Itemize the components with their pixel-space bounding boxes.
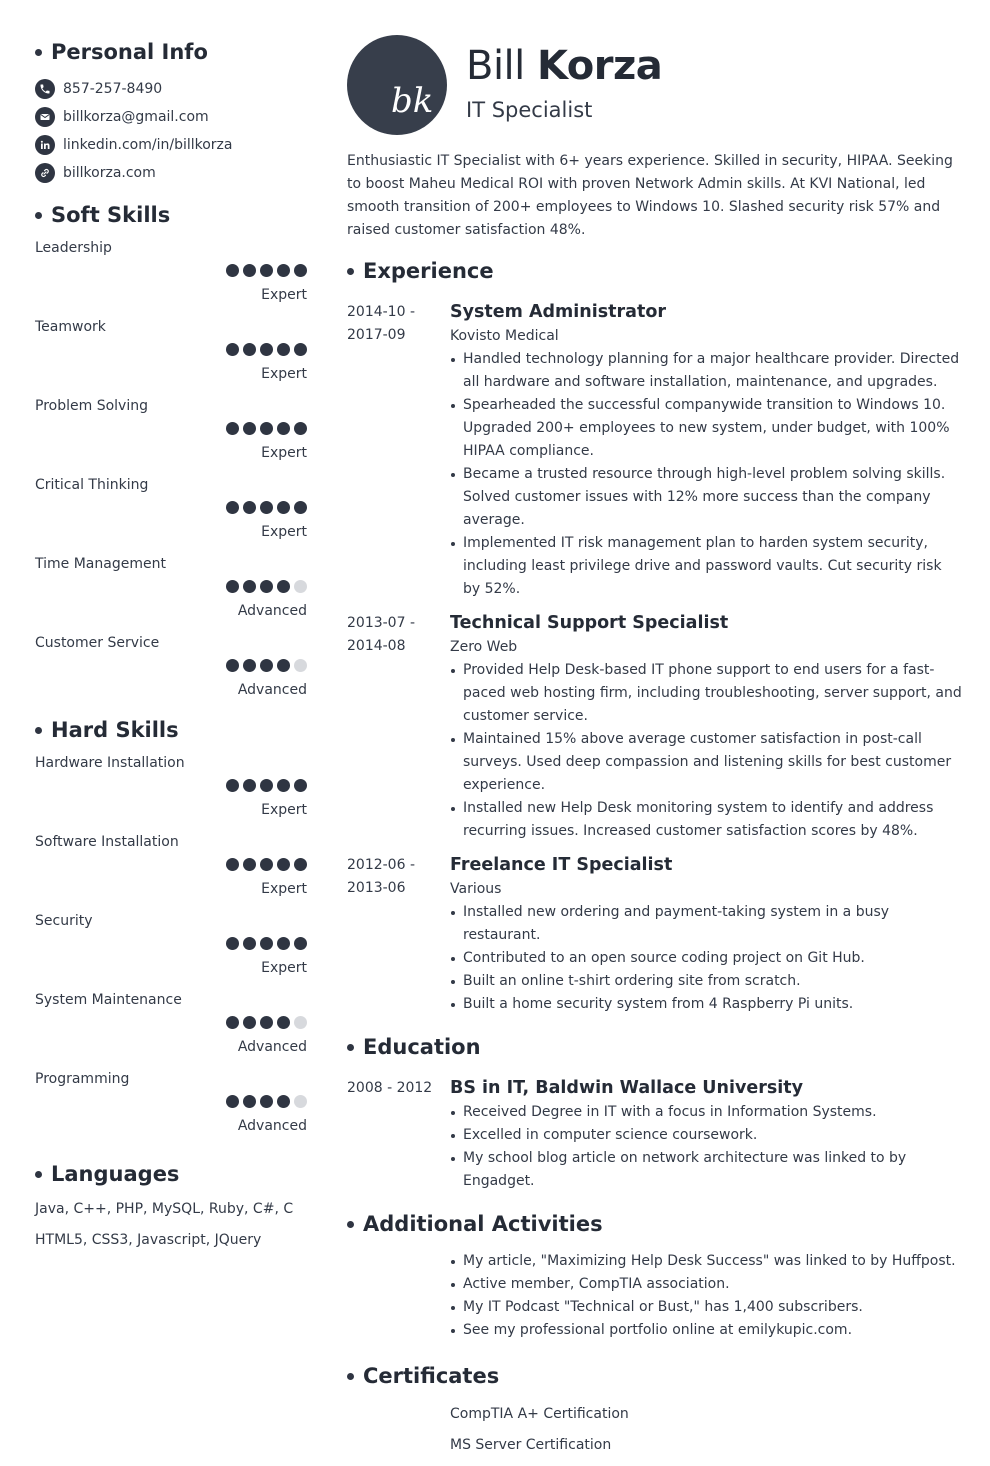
entry-bullets	[450, 348, 962, 601]
skill-item	[35, 633, 307, 712]
email-icon	[35, 107, 55, 127]
bullet-item: Built a home security system from 4 Raspberry Pi units.	[450, 993, 962, 1016]
certificates-heading: Certificates	[347, 1362, 962, 1390]
rating-dot-filled	[277, 1095, 290, 1108]
skill-name: System Maintenance	[35, 992, 182, 1008]
activities-heading: Additional Activities	[347, 1210, 962, 1238]
rating-dot-filled	[260, 580, 273, 593]
rating-dot-filled	[243, 779, 256, 792]
rating-dot-empty	[294, 1016, 307, 1029]
rating-dot-filled	[260, 264, 273, 277]
heading-bullet-icon	[347, 1221, 354, 1228]
rating-dot-filled	[260, 779, 273, 792]
bullet-item: Handled technology planning for a major healthcare provider. Directed all hardware and software installation, maintenance, and upgrades.	[450, 348, 962, 394]
rating-dot-filled	[226, 937, 239, 950]
rating-dot-filled	[243, 1095, 256, 1108]
skill-item	[35, 554, 307, 633]
skill-item	[35, 317, 307, 396]
rating-dot-filled	[260, 501, 273, 514]
rating-dot-filled	[277, 1016, 290, 1029]
rating-dot-filled	[226, 264, 239, 277]
heading-bullet-icon	[347, 268, 354, 275]
skill-level: Advanced	[237, 682, 307, 698]
education-heading: Education	[347, 1033, 962, 1061]
bullet-item: My article, "Maximizing Help Desk Success" was linked to by Huffpost.	[450, 1250, 962, 1273]
rating-dot-filled	[226, 580, 239, 593]
heading-bullet-icon	[347, 1044, 354, 1051]
heading-bullet-icon	[35, 727, 42, 734]
avatar	[347, 35, 447, 135]
entry-bullets	[450, 659, 962, 843]
soft-skills-list	[35, 238, 307, 712]
experience-heading: Experience	[347, 257, 962, 285]
skill-item	[35, 1069, 307, 1148]
rating-dot-filled	[243, 501, 256, 514]
rating-dot-filled	[226, 501, 239, 514]
skill-level: Expert	[261, 445, 307, 461]
skill-item	[35, 238, 307, 317]
rating-dot-filled	[243, 343, 256, 356]
activities-list	[347, 1250, 962, 1342]
rating-dot-filled	[277, 422, 290, 435]
entry-bullets	[450, 901, 962, 1016]
contact-list	[35, 75, 307, 187]
rating-dot-empty	[294, 580, 307, 593]
rating-dot-filled	[260, 422, 273, 435]
skill-name: Customer Service	[35, 635, 160, 651]
contact-email[interactable]: billkorza@gmail.com	[35, 103, 307, 131]
entry-role: Technical Support Specialist	[450, 613, 729, 633]
language-line: HTML5, CSS3, Javascript, JQuery	[35, 1232, 262, 1248]
bullet-item: Implemented IT risk management plan to harden system security, including least privilege drive and password vaults. Cut security risk by 52%.	[450, 532, 962, 601]
rating-dot-filled	[226, 422, 239, 435]
bullet-item: Provided Help Desk-based IT phone support to end users for a fast-paced web hosting firm, including troubleshooting, server support, and customer service.	[450, 659, 962, 728]
rating-dot-filled	[226, 659, 239, 672]
hard-skills-heading: Hard Skills	[35, 716, 307, 744]
rating-dot-filled	[243, 264, 256, 277]
last-name: Korza	[537, 43, 663, 89]
soft-skills-section	[35, 201, 307, 712]
skill-item	[35, 832, 307, 911]
experience-entry	[347, 610, 962, 843]
bullet-item: Excelled in computer science coursework.	[450, 1124, 962, 1147]
entry-company: Kovisto Medical	[450, 328, 559, 344]
rating-dot-filled	[277, 343, 290, 356]
skill-level: Expert	[261, 366, 307, 382]
rating-dot-empty	[294, 1095, 307, 1108]
hard-skills-list	[35, 753, 307, 1148]
experience-entry	[347, 299, 962, 601]
rating-dot-filled	[260, 1095, 273, 1108]
rating-dot-filled	[260, 659, 273, 672]
skill-level: Expert	[261, 960, 307, 976]
first-name: Bill	[466, 43, 525, 89]
job-title: IT Specialist	[466, 98, 593, 122]
bullet-item: Installed new ordering and payment-taking system in a busy restaurant.	[450, 901, 962, 947]
soft-skills-heading: Soft Skills	[35, 201, 307, 229]
rating-dot-filled	[243, 937, 256, 950]
avatar-initials: bk	[391, 81, 434, 121]
bullet-item: Received Degree in IT with a focus in Information Systems.	[450, 1101, 962, 1124]
bullet-item: Became a trusted resource through high-level problem solving skills. Solved customer issues with 12% more success than the company average.	[450, 463, 962, 532]
rating-dot-filled	[260, 343, 273, 356]
skill-name: Hardware Installation	[35, 755, 185, 771]
skill-rating	[222, 1016, 307, 1029]
skill-rating	[222, 1095, 307, 1108]
rating-dot-filled	[294, 343, 307, 356]
rating-dot-filled	[243, 1016, 256, 1029]
certificate-item: CompTIA A+ Certification	[450, 1406, 629, 1422]
rating-dot-filled	[226, 343, 239, 356]
skill-item	[35, 475, 307, 554]
experience-entry	[347, 852, 962, 1016]
contact-website[interactable]: billkorza.com	[35, 159, 307, 187]
heading-bullet-icon	[35, 212, 42, 219]
bullet-item: Contributed to an open source coding project on Git Hub.	[450, 947, 962, 970]
rating-dot-filled	[243, 580, 256, 593]
skill-name: Time Management	[35, 556, 166, 572]
rating-dot-filled	[294, 422, 307, 435]
rating-dot-filled	[277, 501, 290, 514]
rating-dot-filled	[294, 858, 307, 871]
languages-section	[35, 1160, 307, 1250]
link-icon	[35, 163, 55, 183]
rating-dot-filled	[260, 1016, 273, 1029]
rating-dot-empty	[294, 659, 307, 672]
heading-bullet-icon	[347, 1373, 354, 1380]
skill-item	[35, 911, 307, 990]
rating-dot-filled	[277, 779, 290, 792]
rating-dot-filled	[294, 937, 307, 950]
language-line: Java, C++, PHP, MySQL, Ruby, C#, C	[35, 1201, 294, 1217]
heading-bullet-icon	[35, 49, 42, 56]
skill-level: Expert	[261, 524, 307, 540]
entry-company: Various	[450, 881, 502, 897]
skill-rating	[222, 858, 307, 871]
bullet-item: Spearheaded the successful companywide transition to Windows 10. Upgraded 200+ employees to new system, under budget, with 100% HIPAA compliance.	[450, 394, 962, 463]
bullet-item: Installed new Help Desk monitoring system to identify and address recurring issues. Increased customer satisfaction scores by 48%.	[450, 797, 962, 843]
bullet-item: See my professional portfolio online at emilykupic.com.	[450, 1319, 962, 1342]
skill-item	[35, 753, 307, 832]
rating-dot-filled	[243, 659, 256, 672]
entry-role: Freelance IT Specialist	[450, 855, 673, 875]
rating-dot-filled	[226, 858, 239, 871]
skill-name: Software Installation	[35, 834, 179, 850]
rating-dot-filled	[294, 501, 307, 514]
rating-dot-filled	[243, 422, 256, 435]
entry-date: 2014-10 - 2017-09	[347, 304, 415, 343]
contact-linkedin[interactable]: linkedin.com/in/billkorza	[35, 131, 307, 159]
skill-rating	[222, 779, 307, 792]
skill-item	[35, 990, 307, 1069]
entry-date: 2012-06 - 2013-06	[347, 857, 415, 896]
entry-company: Zero Web	[450, 639, 518, 655]
rating-dot-filled	[243, 858, 256, 871]
entry-degree: BS in IT, Baldwin Wallace University	[450, 1078, 804, 1098]
skill-rating	[222, 264, 307, 277]
skill-item	[35, 396, 307, 475]
languages-heading: Languages	[35, 1160, 307, 1188]
skill-level: Advanced	[237, 1118, 307, 1134]
skill-name: Critical Thinking	[35, 477, 149, 493]
bullet-item: My IT Podcast "Technical or Bust," has 1,400 subscribers.	[450, 1296, 962, 1319]
rating-dot-filled	[260, 858, 273, 871]
skill-name: Leadership	[35, 240, 112, 256]
skill-level: Advanced	[237, 1039, 307, 1055]
rating-dot-filled	[294, 779, 307, 792]
skill-level: Advanced	[237, 603, 307, 619]
candidate-name	[466, 40, 662, 92]
skill-rating	[222, 343, 307, 356]
linkedin-icon	[35, 135, 55, 155]
skill-rating	[222, 501, 307, 514]
bullet-item: My school blog article on network architecture was linked to by Engadget.	[450, 1147, 962, 1193]
skill-level: Expert	[261, 802, 307, 818]
rating-dot-filled	[277, 580, 290, 593]
heading-bullet-icon	[35, 1171, 42, 1178]
main-content	[347, 150, 962, 1466]
skill-rating	[222, 422, 307, 435]
entry-role: System Administrator	[450, 302, 666, 322]
certificate-item: MS Server Certification	[450, 1437, 612, 1453]
skill-rating	[222, 659, 307, 672]
personal-info-heading: Personal Info	[35, 38, 307, 66]
skill-level: Expert	[261, 881, 307, 897]
rating-dot-filled	[277, 659, 290, 672]
bullet-item: Active member, CompTIA association.	[450, 1273, 962, 1296]
contact-phone[interactable]: 857-257-8490	[35, 75, 307, 103]
rating-dot-filled	[277, 937, 290, 950]
skill-rating	[222, 580, 307, 593]
sidebar	[35, 38, 307, 1250]
certificates-list	[347, 1404, 962, 1455]
phone-icon	[35, 79, 55, 99]
rating-dot-filled	[294, 264, 307, 277]
entry-date: 2013-07 - 2014-08	[347, 615, 415, 654]
rating-dot-filled	[260, 937, 273, 950]
hard-skills-section	[35, 716, 307, 1148]
skill-name: Programming	[35, 1071, 130, 1087]
skill-name: Teamwork	[35, 319, 106, 335]
rating-dot-filled	[277, 264, 290, 277]
bullet-item: Maintained 15% above average customer satisfaction in post-call surveys. Used deep compassion and listening skills for best customer experience.	[450, 728, 962, 797]
rating-dot-filled	[226, 1016, 239, 1029]
rating-dot-filled	[277, 858, 290, 871]
skill-level: Expert	[261, 287, 307, 303]
rating-dot-filled	[226, 779, 239, 792]
rating-dot-filled	[226, 1095, 239, 1108]
education-entry	[347, 1075, 962, 1193]
skill-name: Security	[35, 913, 93, 929]
skill-rating	[222, 937, 307, 950]
skill-name: Problem Solving	[35, 398, 148, 414]
entry-bullets	[450, 1101, 962, 1193]
summary: Enthusiastic IT Specialist with 6+ years experience. Skilled in security, HIPAA. Seeking to boost Maheu Medical ROI with proven Network Admin skills. At KVI National, led smooth transition of 200+ employees to Windows 10. Slashed security risk 57% and raised customer satisfaction 48%.	[347, 153, 953, 238]
bullet-item: Built an online t-shirt ordering site from scratch.	[450, 970, 962, 993]
entry-date: 2008 - 2012	[347, 1080, 433, 1096]
